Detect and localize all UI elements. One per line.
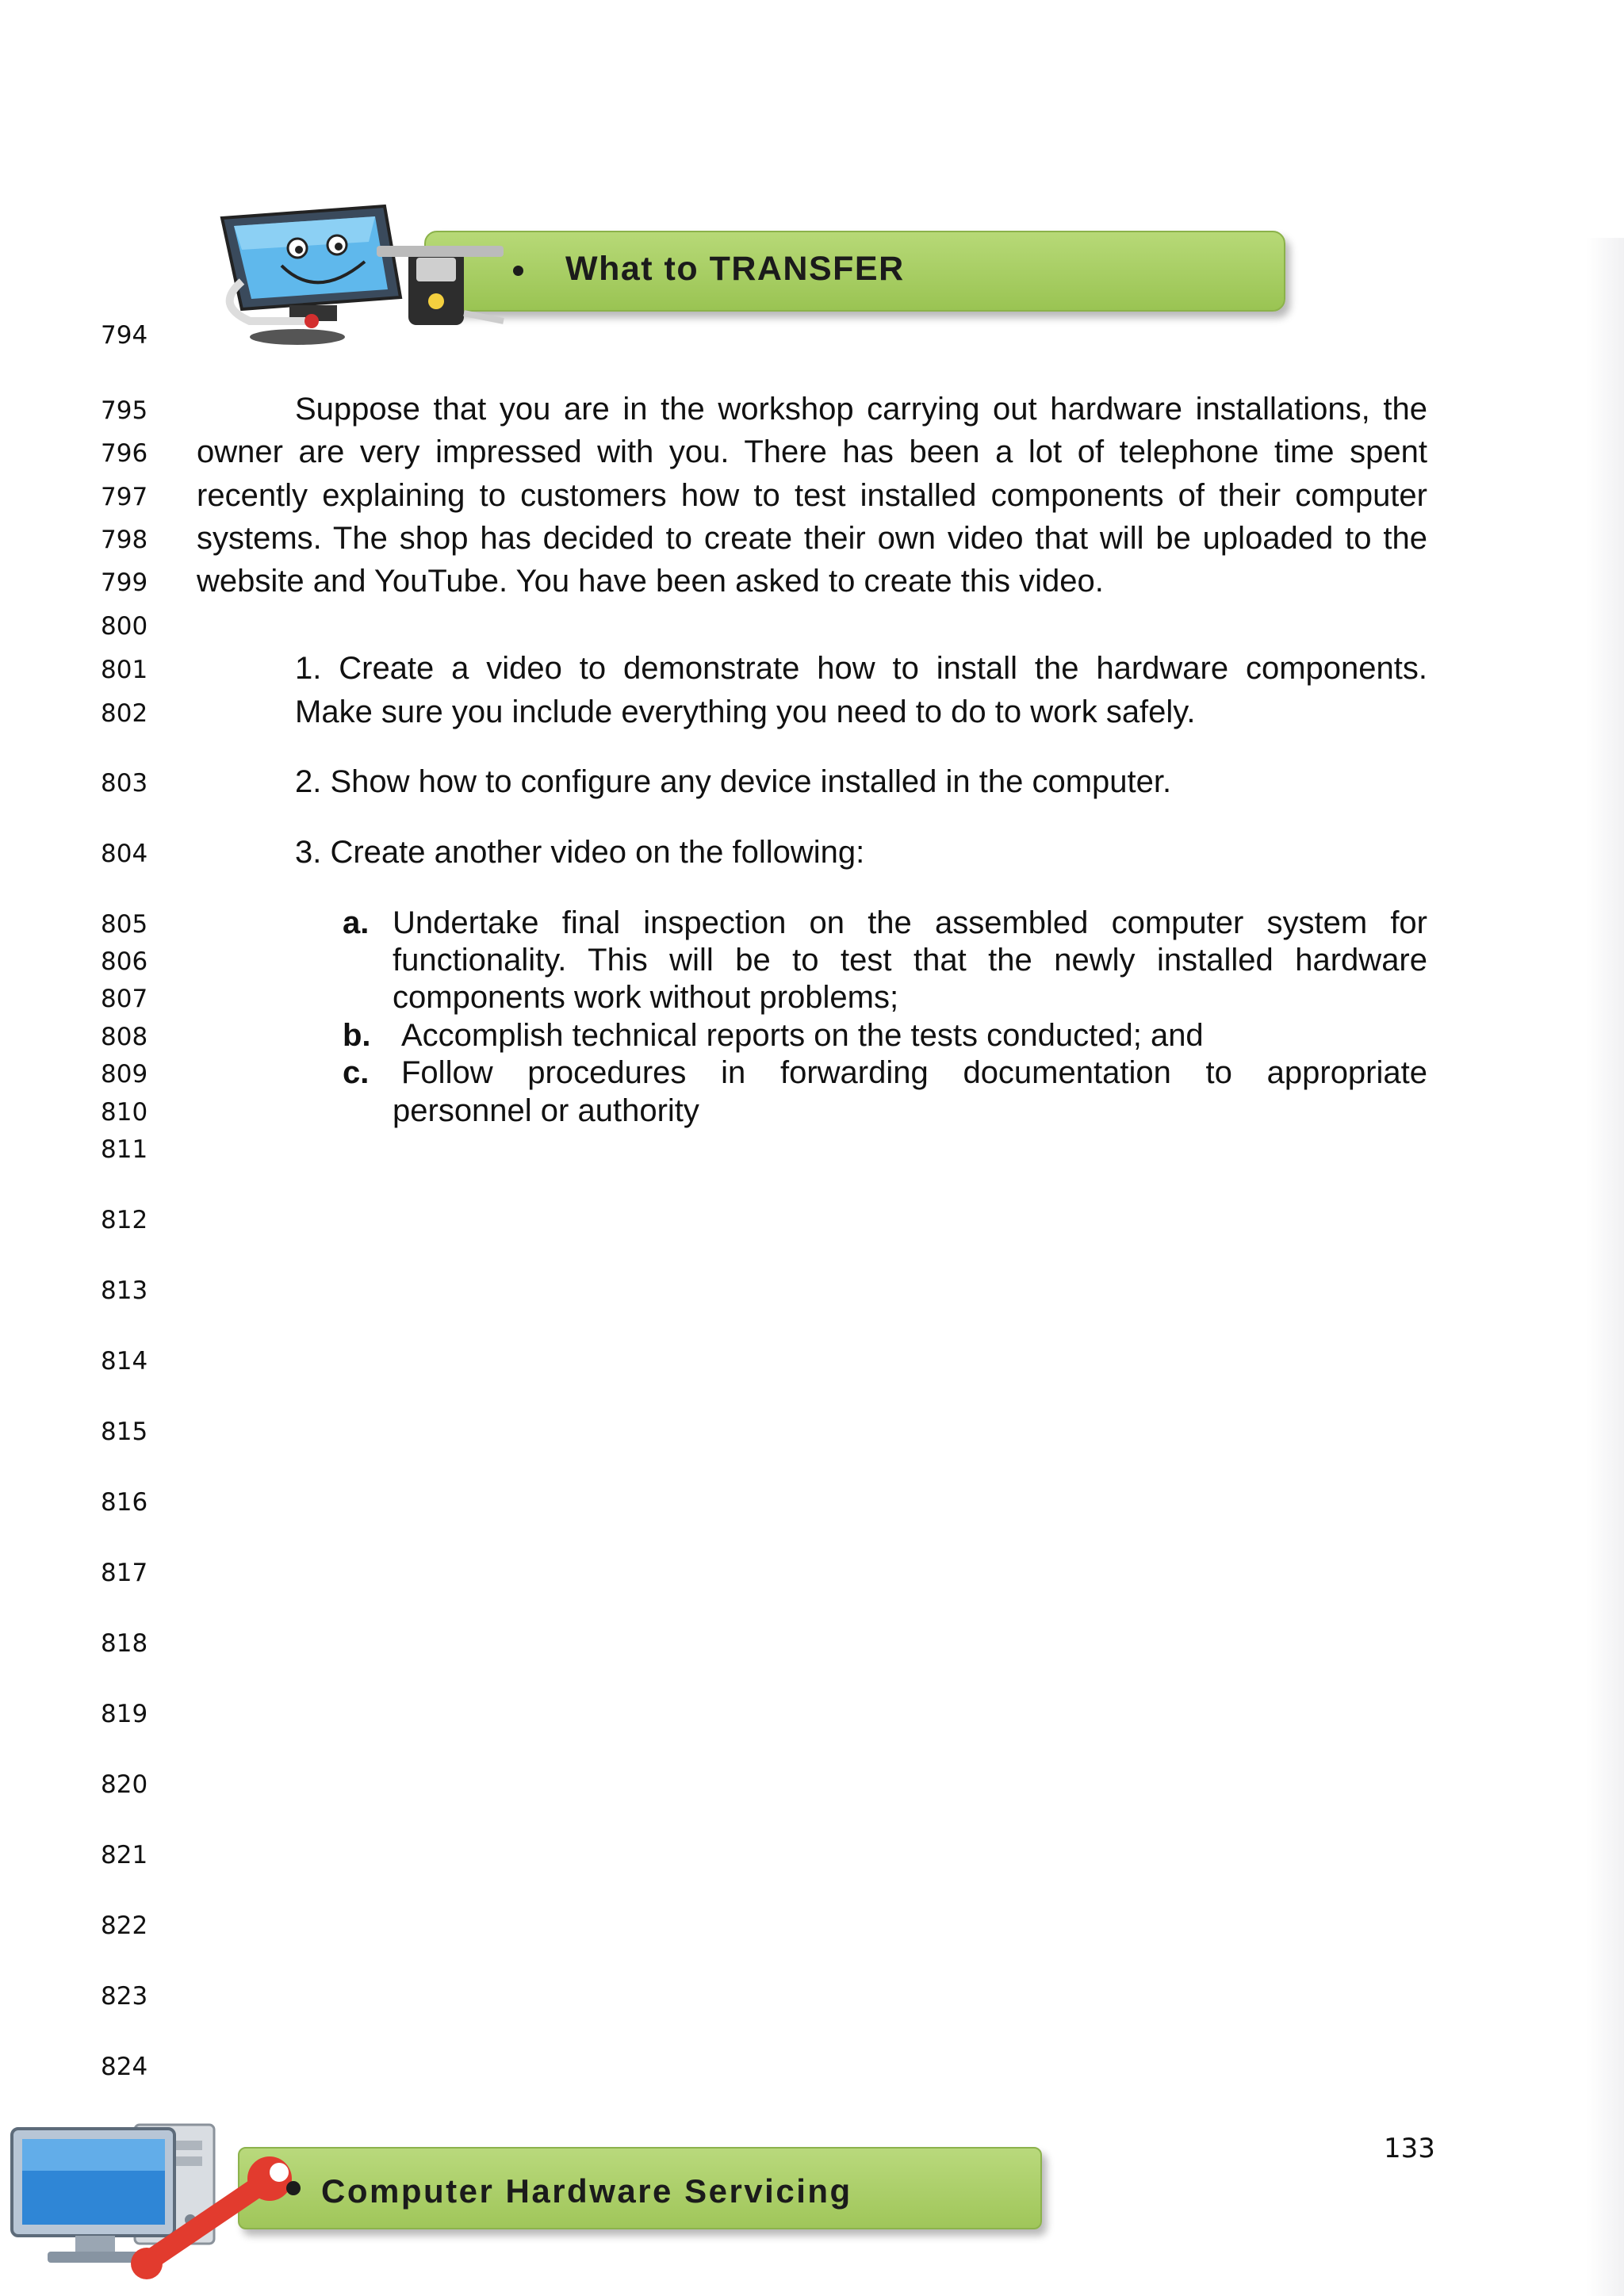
line-number: 809 [101,1060,148,1089]
intro-line: Suppose that you are in the workshop carrying out hardware installations, the [295,392,1427,427]
line-number: 802 [101,699,148,728]
line-number: 798 [101,526,148,554]
line-number: 817 [101,1559,148,1587]
line-number: 813 [101,1276,148,1305]
intro-line: owner are very impressed with you. There has been a lot of telephone time spent [197,434,1427,469]
section-title: What to TRANSFER [565,250,905,288]
subitem-a-line: Undertake final inspection on the assembled computer system for [393,905,1427,940]
line-number: 824 [101,2053,148,2081]
subitem-c-line: personnel or authority [393,1093,699,1128]
subitem-b-line: Accomplish technical reports on the tests conducted; and [401,1018,1204,1053]
line-number: 811 [101,1135,148,1164]
subitem-c-line: Follow procedures in forwarding documentation to appropriate [401,1055,1427,1090]
intro-line: systems. The shop has decided to create their own video that will be uploaded to the [197,521,1427,556]
computer-wrench-icon [0,2109,333,2296]
subitem-marker-b: b. [343,1018,371,1053]
intro-line: recently explaining to customers how to test installed components of their computer [197,478,1427,513]
line-number: 805 [101,910,148,939]
line-number: 795 [101,396,148,425]
page-edge-shading [1586,238,1624,2296]
section-banner [218,202,1090,345]
subitem-marker-a: a. [343,905,370,940]
task-item-1-continued: Make sure you include everything you need to do to work safely. [295,695,1196,729]
line-number: 822 [101,1911,148,1940]
line-number: 807 [101,985,148,1013]
line-number: 812 [101,1206,148,1234]
line-number: 818 [101,1629,148,1658]
line-number: 803 [101,769,148,798]
line-number: 800 [101,612,148,641]
line-number: 799 [101,568,148,597]
line-number: 801 [101,656,148,684]
task-item-2: 2. Show how to configure any device installed in the computer. [295,764,1172,799]
task-item-3: 3. Create another video on the following: [295,835,865,870]
line-number: 820 [101,1770,148,1799]
computer-mascot-icon [218,202,519,345]
banner-bullet [513,266,523,276]
subitem-a-line: functionality. This will be to test that the newly installed hardware [393,943,1427,978]
line-number: 794 [101,321,148,350]
line-number: 804 [101,840,148,868]
line-number: 819 [101,1700,148,1728]
line-number: 796 [101,439,148,468]
subitem-marker-c: c. [343,1055,370,1090]
line-number: 808 [101,1023,148,1051]
footer-banner [0,2109,1110,2296]
line-number: 823 [101,1982,148,2011]
footer-title: Computer Hardware Servicing [321,2172,852,2210]
line-number: 810 [101,1098,148,1127]
line-number: 806 [101,947,148,976]
page-number: 133 [1384,2133,1435,2164]
line-number: 821 [101,1841,148,1869]
line-number: 814 [101,1347,148,1376]
line-number: 797 [101,483,148,511]
line-number: 816 [101,1488,148,1517]
subitem-a-line: components work without problems; [393,980,899,1015]
line-number: 815 [101,1418,148,1446]
intro-line: website and YouTube. You have been asked to create this video. [197,564,1104,599]
task-item-1: 1. Create a video to demonstrate how to install the hardware components. [295,651,1427,686]
